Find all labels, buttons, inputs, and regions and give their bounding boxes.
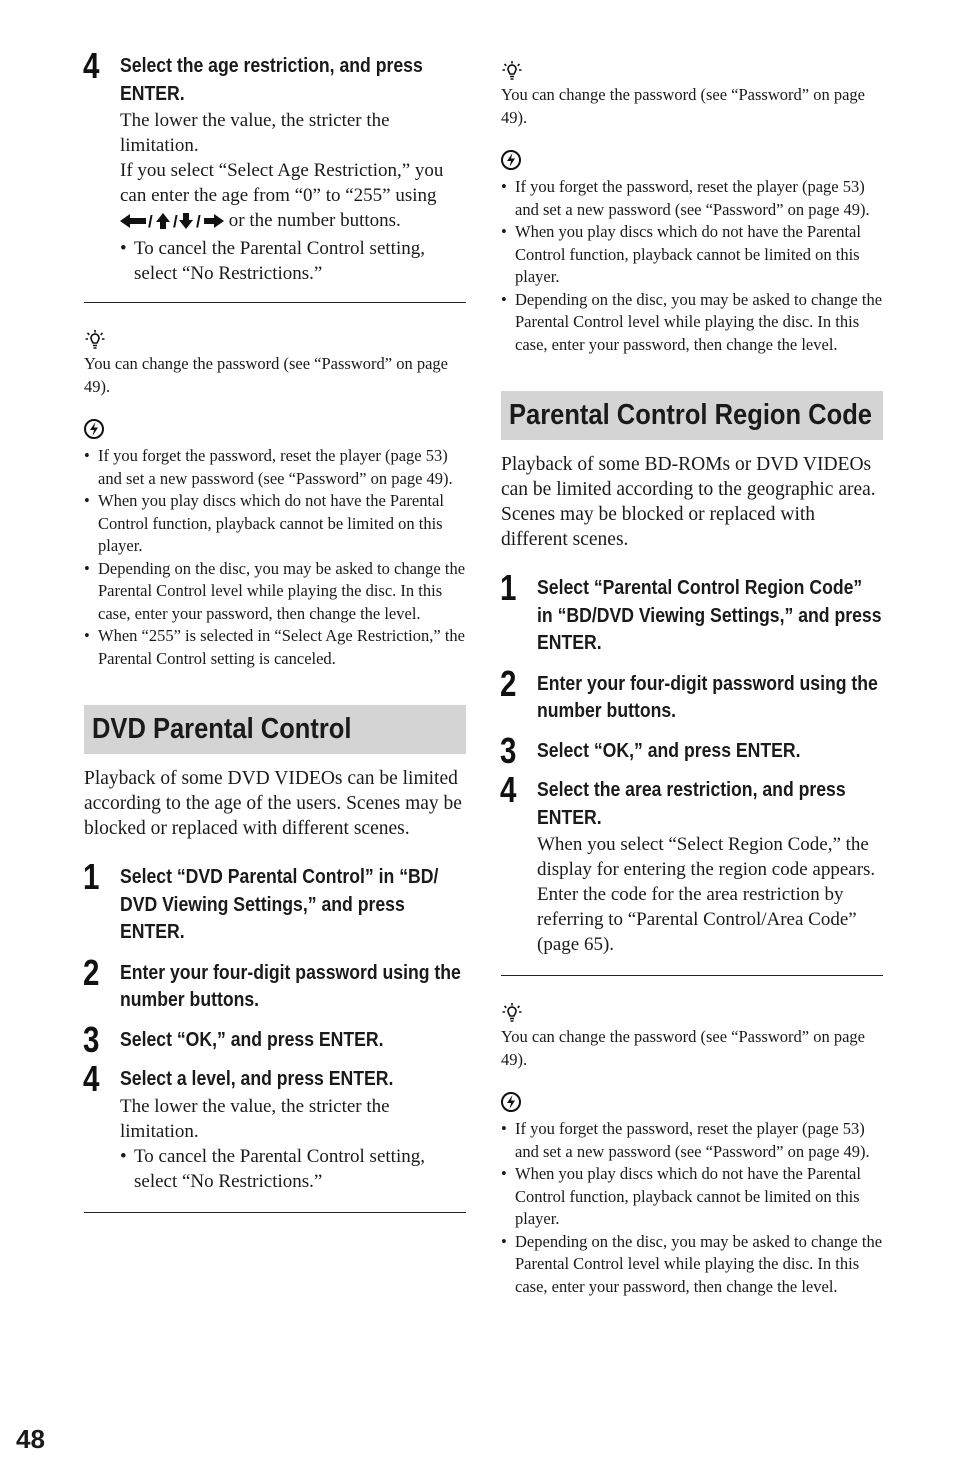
notes-list (84, 445, 466, 670)
step-number: 1 (500, 567, 517, 608)
step-bullet: • To cancel the Parental Control setting, select “No Restrictions.” (120, 236, 466, 286)
note-warning-icon (501, 150, 523, 172)
step-body (120, 1094, 466, 1194)
step-text-part: If you select “Select Age Restriction,” you can enter the age from “0” to “255” using (120, 160, 444, 206)
note-item: • If you forget the password, reset the player (page 53) and set a new password (see “Password” on page 49). (84, 445, 466, 490)
step-title: Select “OK,” and press ENTER. (120, 1027, 384, 1051)
note-item: • When you play discs which do not have the Parental Control function, playback cannot be limited on this player. (501, 1163, 883, 1231)
step-body (120, 108, 466, 286)
notes-block (501, 1092, 883, 1298)
step-number: 1 (83, 856, 100, 897)
lightbulb-tip-icon (501, 1002, 523, 1024)
arrow-buttons-icon (120, 211, 224, 236)
page-number: 48 (16, 1424, 45, 1454)
step-body (537, 832, 883, 957)
tip-text: You can change the password (see “Password” on page 49). (84, 354, 448, 396)
notes-list (501, 176, 883, 356)
note-item: • When “255” is selected in “Select Age Restriction,” the Parental Control setting is canceled. (84, 625, 466, 670)
tip-block (84, 329, 466, 398)
section-intro: Playback of some DVD VIDEOs can be limited according to the age of the users. Scenes may be blocked or replaced with different scenes. (84, 768, 462, 839)
region-step-4 (500, 769, 883, 957)
step-title: Select the age restriction, and press ENTER. (120, 54, 423, 105)
note-item: • If you forget the password, reset the player (page 53) and set a new password (see “Password” on page 49). (501, 1118, 883, 1163)
step-title: Select “OK,” and press ENTER. (537, 738, 801, 762)
region-step-3 (500, 729, 883, 771)
lightbulb-tip-icon (501, 60, 523, 82)
step-number: 3 (83, 1018, 100, 1060)
step-text (120, 158, 466, 236)
note-item: • When you play discs which do not have the Parental Control function, playback cannot be limited on this player. (501, 221, 883, 289)
note-item: • When you play discs which do not have the Parental Control function, playback cannot be limited on this player. (84, 490, 466, 558)
step-number: 2 (500, 662, 517, 704)
region-code-heading-bar (501, 391, 883, 440)
notes-block (84, 419, 466, 670)
note-item: • Depending on the disc, you may be asked to change the Parental Control level while playing the disc. In this case, enter your password, then change the level. (501, 1231, 883, 1299)
lightbulb-tip-icon (84, 329, 106, 351)
step-title: Enter your four-digit password using the number buttons. (120, 960, 461, 1011)
left-column (83, 45, 466, 1213)
step-number: 3 (500, 729, 517, 771)
step-number: 4 (500, 769, 517, 810)
step-title: Select a level, and press ENTER. (120, 1067, 394, 1090)
age-restriction-step (83, 45, 466, 286)
note-warning-icon (501, 1092, 523, 1114)
region-step-2 (500, 662, 883, 725)
step-text: When you select “Select Region Code,” the display for entering the region code appears. Enter the code for the area restriction by referring to “Parental Control/Area Code” (page 65). (537, 834, 876, 955)
dvd-step-4 (83, 1058, 466, 1194)
note-item: • If you forget the password, reset the player (page 53) and set a new password (see “Password” on page 49). (501, 176, 883, 221)
step-title: Select “Parental Control Region Code” in “BD/DVD Viewing Settings,” and press ENTER. (537, 576, 882, 654)
step-title: Select “DVD Parental Control” in “BD/ DVD Viewing Settings,” and press ENTER. (120, 865, 439, 943)
section-heading: Parental Control Region Code (509, 399, 872, 431)
tip-block (501, 1002, 883, 1071)
note-warning-icon (84, 419, 106, 441)
step-number: 2 (83, 951, 100, 993)
tip-text: You can change the password (see “Password” on page 49). (501, 85, 865, 127)
dvd-step-3 (83, 1018, 466, 1060)
divider (501, 975, 883, 976)
step-title: Select the area restriction, and press ENTER. (537, 778, 846, 829)
notes-list (501, 1118, 883, 1298)
dvd-parental-control-heading-bar (84, 705, 466, 754)
step-bullet: • To cancel the Parental Control setting, select “No Restrictions.” (120, 1144, 466, 1194)
svg-text:/: / (196, 213, 201, 229)
tip-block (501, 60, 883, 129)
right-column (501, 60, 883, 1298)
tip-text: You can change the password (see “Password” on page 49). (501, 1027, 865, 1069)
section-intro: Playback of some BD-ROMs or DVD VIDEOs can be limited according to the geographic area. Scenes may be blocked or replaced with different scenes. (501, 454, 876, 550)
divider (84, 302, 466, 303)
step-number: 4 (83, 1058, 100, 1099)
dvd-step-1 (83, 856, 466, 946)
dvd-step-2 (83, 951, 466, 1014)
divider (84, 1212, 466, 1213)
step-number: 4 (83, 45, 100, 86)
region-step-1 (500, 567, 883, 657)
step-text: The lower the value, the stricter the limitation. (120, 110, 390, 156)
section-heading: DVD Parental Control (92, 713, 352, 745)
step-text-part: or the number buttons. (224, 210, 401, 231)
step-title: Enter your four-digit password using the number buttons. (537, 671, 878, 722)
note-item: • Depending on the disc, you may be asked to change the Parental Control level while playing the disc. In this case, enter your password, then change the level. (84, 558, 466, 626)
note-item: • Depending on the disc, you may be asked to change the Parental Control level while playing the disc. In this case, enter your password, then change the level. (501, 289, 883, 357)
step-text: The lower the value, the stricter the limitation. (120, 1095, 390, 1142)
svg-text:/: / (173, 213, 178, 229)
svg-text:/: / (148, 213, 153, 229)
notes-block (501, 150, 883, 356)
